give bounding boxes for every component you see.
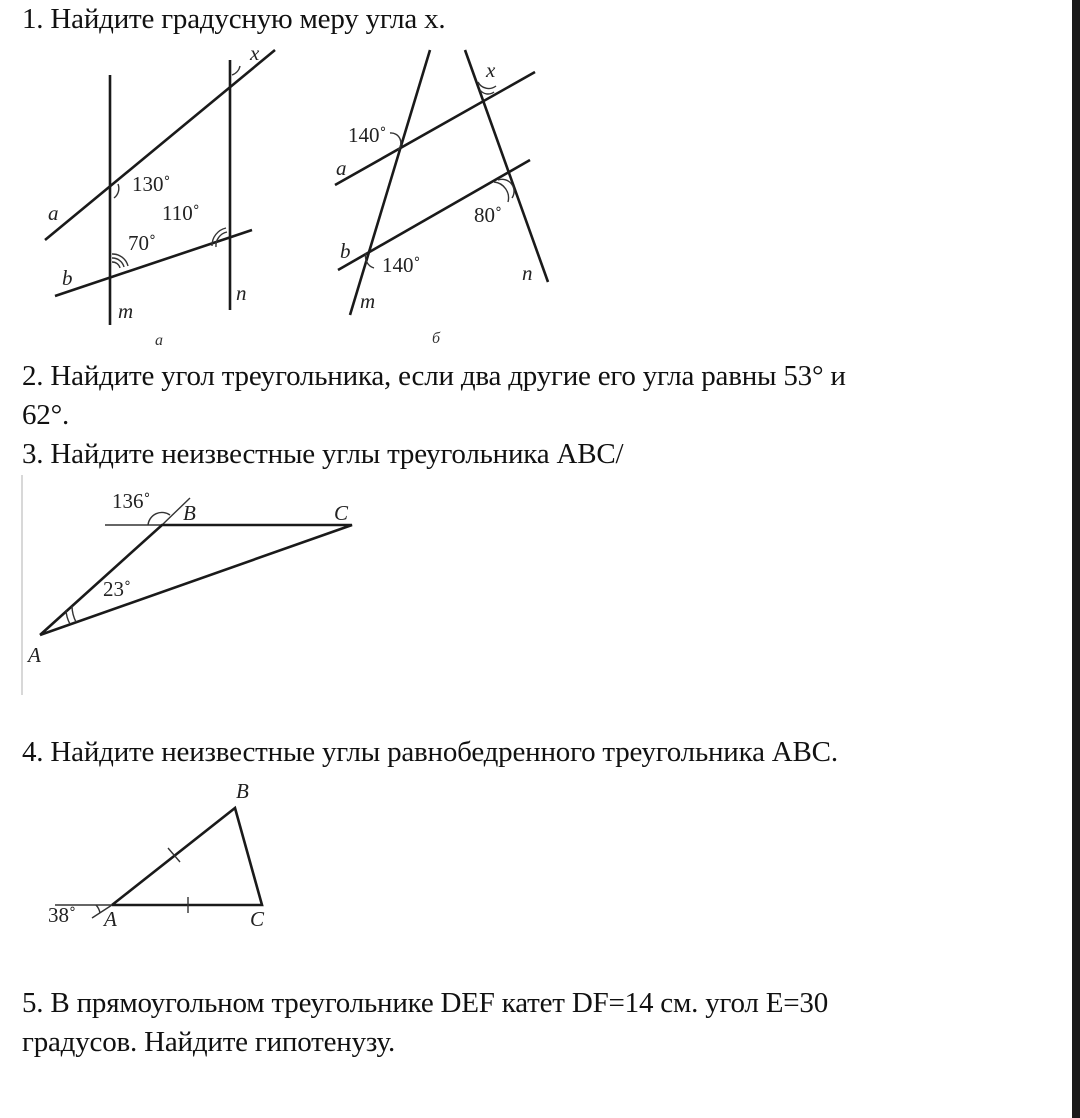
problem-4-text: 4. Найдите неизвестные углы равнобедренного треугольника ABC. [22, 736, 838, 768]
arc-70 [112, 254, 128, 268]
arc-130 [114, 184, 119, 198]
label-angle-130: 130˚ [132, 172, 171, 196]
figure-1b [330, 45, 560, 345]
problem-1-text: 1. Найдите градусную меру угла x. [22, 3, 446, 35]
vertex-c: C [334, 501, 349, 525]
triangle-abc [112, 808, 262, 905]
line-a [45, 50, 275, 240]
label-m: m [360, 289, 376, 313]
page-right-edge [1072, 0, 1080, 1118]
label-angle-136: 136˚ [112, 489, 151, 513]
problem-2-line-1: 2. Найдите угол треугольника, если два другие его угла равны 53° и [22, 360, 846, 392]
label-b: b [62, 266, 73, 290]
vertex-a: A [104, 907, 117, 931]
arc-x [232, 66, 240, 75]
problem-3-text: 3. Найдите неизвестные углы треугольника ABC/ [22, 438, 624, 470]
problem-5-line-2: градусов. Найдите гипотенузу. [22, 1026, 395, 1058]
caption-a: а [155, 332, 163, 349]
label-angle-70: 70˚ [128, 231, 156, 255]
line-n [465, 50, 548, 282]
figure-3 [20, 470, 380, 700]
vertex-b: B [236, 779, 249, 803]
label-angle-80: 80˚ [474, 203, 502, 227]
label-m: m [118, 299, 134, 323]
figure-1a [30, 41, 290, 349]
problem-5-line-1: 5. В прямоугольном треугольнике DEF катет DF=14 см. угол E=30 [22, 987, 829, 1019]
arc-136 [148, 512, 170, 525]
arc-38 [96, 905, 100, 913]
label-angle-38: 38˚ [48, 903, 76, 927]
label-angle-110: 110˚ [162, 201, 200, 225]
label-n: n [522, 261, 533, 285]
caption-b: б [432, 330, 441, 347]
label-n: n [236, 281, 247, 305]
figure-4 [40, 775, 300, 935]
vertex-b: B [183, 501, 196, 525]
arc-110 [212, 228, 227, 247]
label-angle-140-bottom: 140˚ [382, 253, 421, 277]
label-a: a [48, 201, 59, 225]
label-x: x [250, 41, 260, 65]
label-b: b [340, 239, 351, 263]
label-x: x [486, 58, 496, 82]
label-angle-23: 23˚ [103, 577, 131, 601]
vertex-a: A [28, 643, 41, 667]
vertex-c: C [250, 907, 265, 931]
arc-140-top [390, 133, 401, 150]
arc-80 [494, 179, 514, 202]
triangle-abc [40, 525, 352, 635]
problem-2-line-2: 62°. [22, 399, 70, 431]
label-angle-140-top: 140˚ [348, 123, 387, 147]
label-a: a [336, 156, 347, 180]
